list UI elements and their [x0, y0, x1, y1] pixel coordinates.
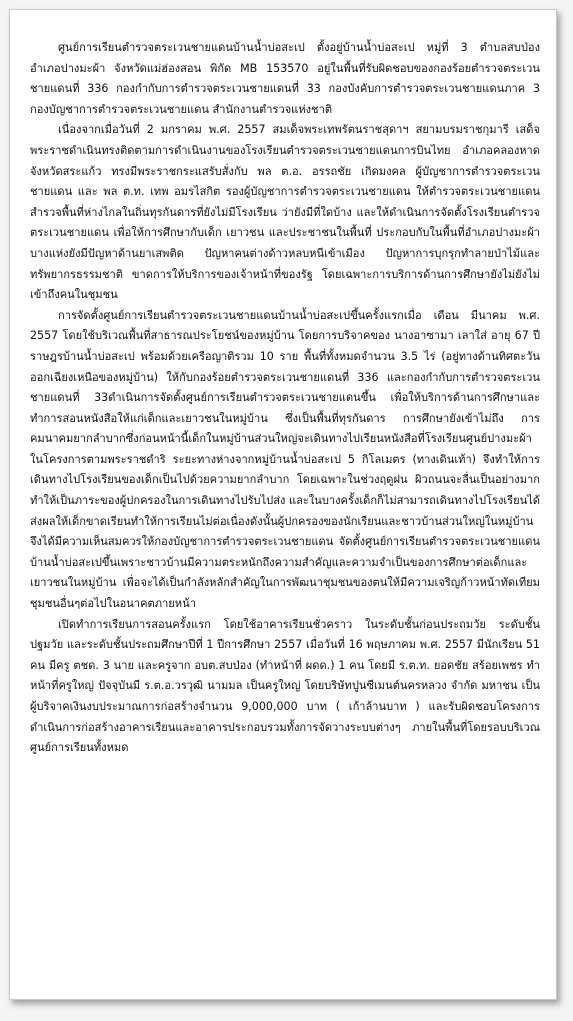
document-page — [9, 9, 557, 1000]
paragraph-establishment: การจัดตั้งศูนย์การเรียนตำรวจตระเวนชายแดนบ้านน้ำบ่อสะเปขึ้นครั้งแรกเมื่อ เดือน มีนาคม พ.ศ. 2557 โดยใช้บริเวณพื้นที่สาธารณประโยชน์ของหมู่บ้าน โดยการบริจาคของ นางอาซามา เลาใส่ อายุ 67 ปี ราษฎรบ้านน้ำบ่อสะเป พร้อมด้วยเครือญาติรวม 10 ราย พื้นที่ทั้งหมดจำนวน 3.5 ไร่ (อยู่ทางด้านทิศตะวันออกเฉียงเหนือของหมู่บ้าน) ให้กับกองร้อยตำรวจตระเวนชายแดนที่ 336 และกองกำกับการตำรวจตระเวนชายแดนที่ 33ดำเนินการจัดตั้งศูนย์การเรียนตำรวจตระเวนชายแดนขึ้น เพื่อให้บริการด้านการศึกษาและทำการสอนหนังสือให้แก่เด็กและเยาวชนในหมู่บ้าน ซึ่งเป็นพื้นที่ทุรกันดาร การศึกษายังเข้าไม่ถึง การคมนาคมยากลำบากซึ่งก่อนหน้านี้เด็กในหมู่บ้านส่วนใหญ่จะเดินทางไปเรียนหนังสือที่โรงเรียนศูนย์ปางมะผ้าในโครงการตามพระราชดำริ ระยะทางห่างจากหมู่บ้านน้ำบ่อสะเป 5 กิโลเมตร (ทางเดินเท้า) จึงทำให้การเดินทางไปโรงเรียนของเด็กเป็นไปด้วยความยากลำบาก โดยเฉพาะในช่วงฤดูฝน ผิวถนนจะลื่นเป็นอย่างมากทำให้เป็นภาระของผู้ปกครองในการเดินทางไปรับไปส่ง และในบางครั้งเด็กก็ไม่สามารถเดินทางไปโรงเรียนได้ ส่งผลให้เด็กขาดเรียนทำให้การเรียนไม่ต่อเนื่องดังนั้นผู้ปกครองของนักเรียนและชาวบ้านส่วนใหญ่ในหมู่บ้าน จึงได้มีความเห็นสมควรให้กองบัญชาการตำรวจตระเวนชายแดน จัดตั้งศูนย์การเรียนตำรวจตระเวนชายแดนบ้านน้ำบ่อสะเปขึ้นเพราะชาวบ้านมีความตระหนักถึงความสำคัญและความจำเป็นของการศึกษาต่อเด็กและเยาวชนในหมู่บ้าน เพื่อจะได้เป็นกำลังหลักสำคัญในการพัฒนาชุมชนของตนให้มีความเจริญก้าวหน้าทัดเทียมชุมชนอื่นๆต่อไปในอนาคตภายหน้า — [30, 308, 540, 611]
document-body — [30, 38, 540, 759]
paragraph-location: ศูนย์การเรียนตำรวจตระเวนชายแดนบ้านน้ำบ่อสะเป ตั้งอยู่บ้านน้ำบ่อสะเป หมู่ที่ 3 ตำบลสบป่อง อำเภอปางมะผ้า จังหวัดแม่ฮ่องสอน พิกัด MB 153570 อยู่ในพื้นที่รับผิดชอบของกองร้อยตำรวจตระเวนชายแดนที่ 336 กองกำกับการตำรวจตระเวนชายแดนที่ 33 กองบังคับการตำรวจตระเวนชายแดนภาค 3 กองบัญชาการตำรวจตระเวนชายแดน สำนักงานตำรวจแห่งชาติ — [30, 41, 540, 116]
paragraph-background: เนื่องจากเมื่อวันที่ 2 มกราคม พ.ศ. 2557 สมเด็จพระเทพรัตนราชสุดาฯ สยามบรมราชกุมารี เสด็จพระราชดำเนินทรงติดตามการดำเนินงานของโรงเรียนตำรวจตระเวนชายแดนการบินไทย อำเภอคลองหาด จังหวัดสระแก้ว ทรงมีพระราชกระแสรับสั่งกับ พล ต.อ. อรรถชัย เกิดมงคล ผู้บัญชาการตำรวจตระเวนชายแดน และ พล ต.ท. เทพ อมรไสกิต รองผู้บัญชาการตำรวจตระเวนชายแดน ให้ตำรวจตระเวนชายแดนสำรวจพื้นที่ห่างไกลในถิ่นทุรกันดารที่ยังไม่มีโรงเรียน ว่ายังมีที่ใดบ้าง และให้ดำเนินการจัดตั้งโรงเรียนตำรวจตระเวนชายแดน เพื่อให้การศึกษากับเด็ก เยาวชน และประชาชนในพื้นที่ ประกอบกับในพื้นที่อำเภอปางมะผ้าบางแห่งยังมีปัญหาด้านยาเสพติด ปัญหาคนต่างด้าวหลบหนีเข้าเมือง ปัญหาการบุกรุกทำลายป่าไม้และทรัพยากรธรรมชาติ ขาดการให้บริการของเจ้าหน้าที่ของรัฐ โดยเฉพาะการบริการด้านการศึกษายังไม่ยังไม่เข้าถึงคนในชุมชน — [30, 123, 540, 302]
paragraph-opening: เปิดทำการเรียนการสอนครั้งแรก โดยใช้อาคารเรียนชั่วคราว ในระดับชั้นก่อนประถมวัย ระดับชั้นปฐมวัย และระดับชั้นประถมศึกษาปีที่ 1 ปีการศึกษา 2557 เมื่อวันที่ 16 พฤษภาคม พ.ศ. 2557 มีนักเรียน 51 คน มีครู ตชด. 3 นาย และครูจาก อบต.สบป่อง (ทำหน้าที่ ผดด.) 1 คน โดยมี ร.ต.ท. ยอดชัย สร้อยเพชร ทำหน้าที่ครูใหญ่ ปัจจุบันมี ร.ต.อ.วรวุฒิ นามมล เป็นครูใหญ่ โดยบริษัทปูนซีเมนต์นครหลวง จำกัด มหาชน เป็นผู้บริจาคเงินงบประมาณการก่อสร้างจำนวน 9,000,000 บาท ( เก้าล้านบาท ) และรับผิดชอบโครงการ ดำเนินการก่อสร้างอาคารเรียนและอาคารประกอบรวมทั้งการจัดวางระบบต่างๆ ภายในพื้นที่โดยรอบบริเวณศูนย์การเรียนทั้งหมด — [30, 617, 540, 755]
